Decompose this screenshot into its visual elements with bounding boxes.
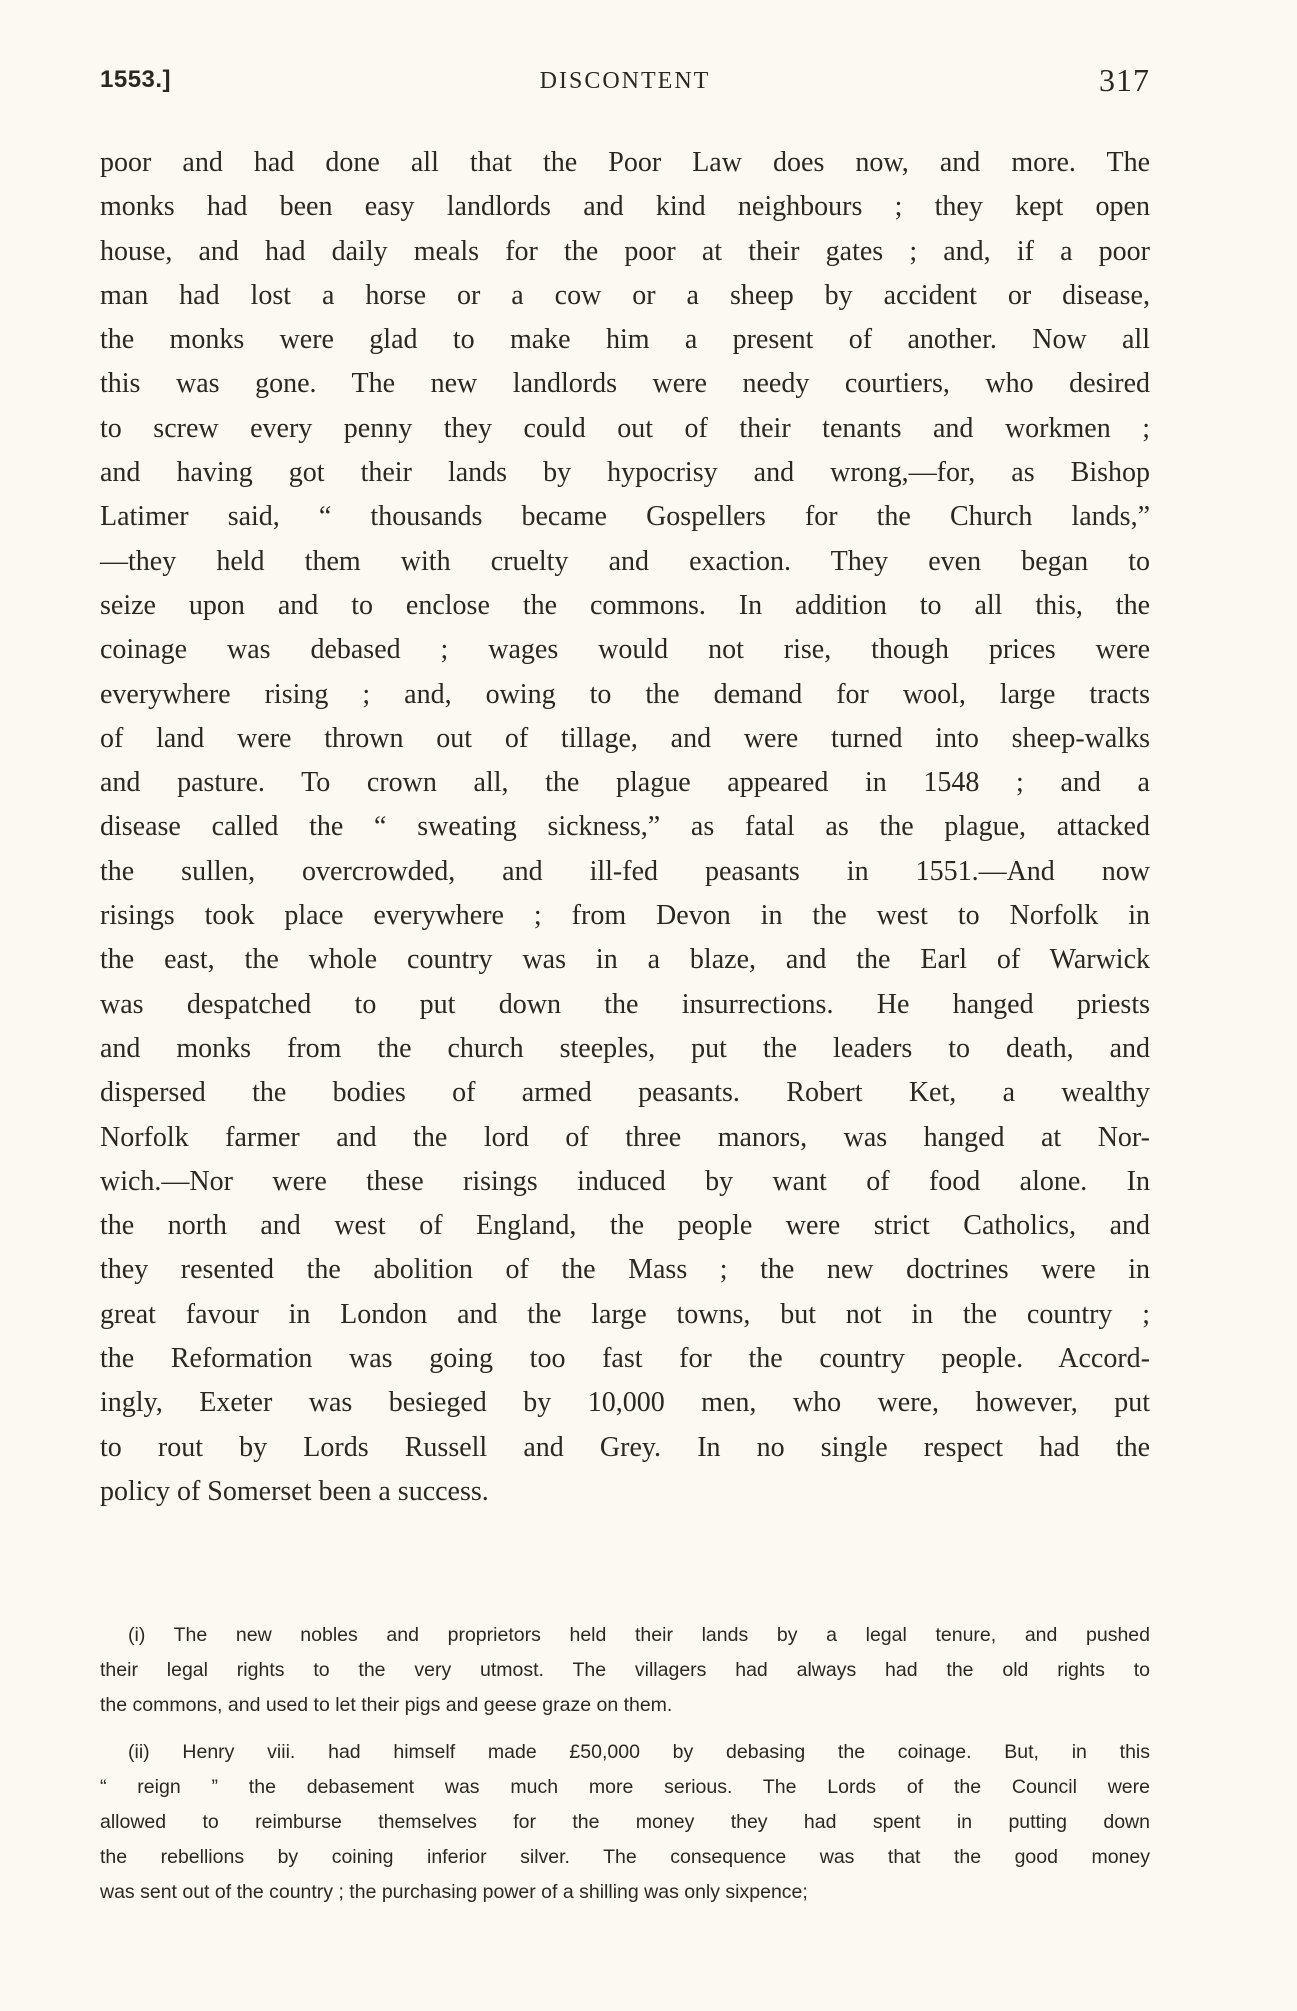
footnote-line: was sent out of the country ; the purchasing power of a shilling was only sixpence; <box>100 1881 808 1903</box>
running-head-date: 1553.] <box>100 66 172 93</box>
footnote <box>100 1618 1150 1723</box>
book-page <box>100 62 1150 1903</box>
footnote-line: (i) The new nobles and proprietors held their lands by a legal tenure, and pushed <box>128 1624 1150 1646</box>
body-line: Norfolk farmer and the lord of three manors, was hanged at Nor- <box>100 1121 1150 1153</box>
body-line: the monks were glad to make him a present of another. Now all <box>100 324 1150 356</box>
body-line: this was gone. The new landlords were needy courtiers, who desired <box>100 368 1150 400</box>
body-line: great favour in London and the large towns, but not in the country ; <box>100 1298 1150 1330</box>
running-head <box>100 62 1150 102</box>
body-line: man had lost a horse or a cow or a sheep by accident or disease, <box>100 279 1150 311</box>
body-line: was despatched to put down the insurrections. He hanged priests <box>100 988 1150 1020</box>
body-line: they resented the abolition of the Mass ; the new doctrines were in <box>100 1254 1150 1286</box>
body-line: seize upon and to enclose the commons. In addition to all this, the <box>100 589 1150 621</box>
body-line: house, and had daily meals for the poor at their gates ; and, if a poor <box>100 235 1150 267</box>
footnotes <box>100 1618 1150 1922</box>
footnote-line: the commons, and used to let their pigs and geese graze on them. <box>100 1694 673 1716</box>
footnote-line: “ reign ” the debasement was much more serious. The Lords of the Council were <box>100 1776 1150 1798</box>
body-line: to rout by Lords Russell and Grey. In no single respect had the <box>100 1431 1150 1463</box>
body-line: of land were thrown out of tillage, and were turned into sheep-walks <box>100 722 1150 754</box>
body-line: —they held them with cruelty and exaction. They even began to <box>100 545 1150 577</box>
body-line: coinage was debased ; wages would not rise, though prices were <box>100 634 1150 666</box>
body-line: the sullen, overcrowded, and ill-fed peasants in 1551.—And now <box>100 855 1150 887</box>
body-line: wich.—Nor were these risings induced by want of food alone. In <box>100 1165 1150 1197</box>
body-line: monks had been easy landlords and kind neighbours ; they kept open <box>100 191 1150 223</box>
footnote-line: allowed to reimburse themselves for the money they had spent in putting down <box>100 1811 1150 1833</box>
running-head-title: DISCONTENT <box>539 68 711 94</box>
body-line: poor and had done all that the Poor Law does now, and more. The <box>100 147 1150 178</box>
body-line: dispersed the bodies of armed peasants. Robert Ket, a wealthy <box>100 1077 1150 1109</box>
body-line: and having got their lands by hypocrisy and wrong,—for, as Bishop <box>100 457 1150 489</box>
body-line: policy of Somerset been a success. <box>100 1475 489 1507</box>
body-line: and pasture. To crown all, the plague appeared in 1548 ; and a <box>100 767 1150 799</box>
body-line: disease called the “ sweating sickness,” as fatal as the plague, attacked <box>100 811 1150 843</box>
body-text <box>100 141 1150 1514</box>
body-line: the east, the whole country was in a blaze, and the Earl of Warwick <box>100 944 1150 976</box>
footnote-line: the rebellions by coining inferior silver. The consequence was that the good money <box>100 1846 1150 1868</box>
footnote-line: their legal rights to the very utmost. The villagers had always had the old rights to <box>100 1659 1150 1681</box>
body-line: Latimer said, “ thousands became Gospellers for the Church lands,” <box>100 501 1150 533</box>
body-line: the north and west of England, the people were strict Catholics, and <box>100 1210 1150 1242</box>
body-line: and monks from the church steeples, put the leaders to death, and <box>100 1032 1150 1064</box>
body-line: ingly, Exeter was besieged by 10,000 men, who were, however, put <box>100 1387 1150 1419</box>
body-line: everywhere rising ; and, owing to the demand for wool, large tracts <box>100 678 1150 710</box>
body-line: the Reformation was going too fast for the country people. Accord- <box>100 1343 1150 1375</box>
footnote-line: (ii) Henry viii. had himself made £50,000 by debasing the coinage. But, in this <box>128 1741 1150 1763</box>
footnote <box>100 1735 1150 1910</box>
body-line: risings took place everywhere ; from Devon in the west to Norfolk in <box>100 900 1150 932</box>
page-number: 317 <box>1099 62 1150 98</box>
body-line: to screw every penny they could out of their tenants and workmen ; <box>100 412 1150 444</box>
